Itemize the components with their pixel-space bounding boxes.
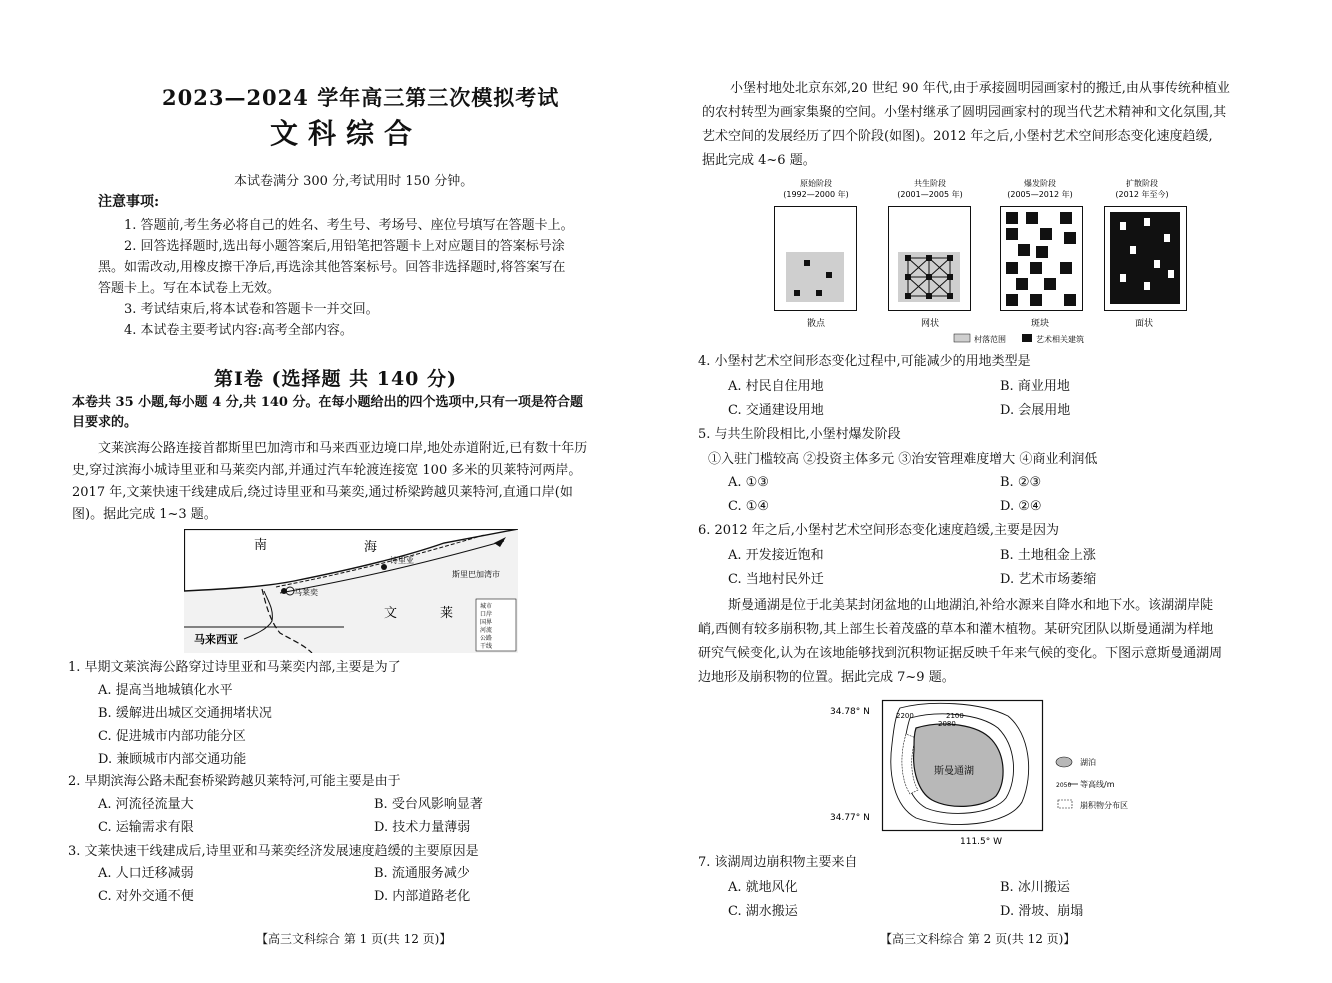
map-country-label: 文 — [384, 606, 398, 621]
question-6: 6. 2012 年之后,小堡村艺术空间形态变化速度趋缓,主要是因为 — [698, 523, 1060, 538]
q1-option-b: B. 缓解进出城区交通拥堵状况 — [98, 706, 272, 721]
q3-option-d: D. 内部道路老化 — [374, 889, 471, 904]
subject-title: 文科综合 — [270, 117, 423, 150]
page-footer: 【高三文科综合 第 1 页(共 12 页)】 — [256, 932, 452, 946]
stage-caption: 网状 — [920, 319, 940, 329]
stage-name: 爆发阶段 — [1024, 179, 1056, 188]
q2-option-a: A. 河流径流量大 — [98, 797, 194, 812]
passage-line: 史,穿过滨海小城诗里亚和马莱奕内部,并通过汽车轮渡连接宽 100 多米的贝莱特河两岸。 — [72, 463, 582, 478]
map-country-label: 莱 — [440, 606, 454, 621]
stage-years: (2012 年至今) — [1115, 190, 1169, 199]
stage-name: 扩散阶段 — [1126, 179, 1158, 188]
q6-option-d: D. 艺术市场萎缩 — [1000, 572, 1097, 587]
q5-statements: ①入驻门槛较高 ②投资主体多元 ③治安管理难度增大 ④商业利润低 — [708, 452, 1098, 467]
q4-option-b: B. 商业用地 — [1000, 379, 1070, 394]
map-sea-label: 南 — [254, 538, 268, 553]
map-legend-item: 干线 — [480, 643, 493, 650]
page-footer: 【高三文科综合 第 2 页(共 12 页)】 — [880, 932, 1076, 946]
q3-option-a: A. 人口迁移减弱 — [98, 866, 194, 881]
map-neighbor-label: 马来西亚 — [194, 633, 238, 646]
map-legend-item: 国界 — [480, 619, 493, 626]
q7-option-c: C. 湖水搬运 — [728, 904, 798, 919]
q3-option-c: C. 对外交通不便 — [98, 889, 194, 904]
stage-caption: 散点 — [806, 319, 826, 329]
q4-option-c: C. 交通建设用地 — [728, 403, 824, 418]
exam-title: 2023—2024 学年高三第三次模拟考试 — [162, 85, 560, 110]
q2-option-d: D. 技术力量薄弱 — [374, 820, 471, 835]
section-desc: 本卷共 35 小题,每小题 4 分,共 140 分。在每小题给出的四个选项中,只有一项是符合题 — [72, 395, 584, 410]
contour-label: 2200 — [896, 712, 914, 720]
passage-line: 据此完成 4~6 题。 — [702, 153, 816, 168]
map-city-label: 马莱奕 — [294, 588, 318, 597]
notice-line: 答题卡上。写在本试卷上无效。 — [98, 281, 281, 296]
stage-years: (1992—2000 年) — [783, 190, 849, 199]
question-1: 1. 早期文莱滨海公路穿过诗里亚和马莱奕内部,主要是为了 — [68, 660, 401, 675]
q5-option-a: A. ①③ — [728, 475, 769, 490]
map-city-label: 诗里亚 — [390, 556, 414, 565]
q7-option-b: B. 冰川搬运 — [1000, 880, 1070, 895]
section-desc: 目要求的。 — [72, 415, 138, 430]
q1-option-d: D. 兼顾城市内部交通功能 — [98, 752, 247, 767]
lat-bottom-label: 34.77° N — [830, 813, 870, 823]
q6-option-c: C. 当地村民外迁 — [728, 572, 824, 587]
lon-label: 111.5° W — [960, 837, 1003, 847]
q7-option-d: D. 滑坡、崩塌 — [1000, 904, 1084, 919]
passage-line: 2017 年,文莱快速干线建成后,绕过诗里亚和马莱奕,通过桥梁跨越贝莱特河,直通口岸(如 — [72, 485, 573, 500]
passage-line: 艺术空间的发展经历了四个阶段(如图)。2012 年之后,小堡村艺术空间形态变化速度趋缓, — [702, 129, 1213, 144]
q5-option-d: D. ②④ — [1000, 499, 1042, 514]
brunei-map — [184, 529, 518, 653]
notice-line: 3. 考试结束后,将本试卷和答题卡一并交回。 — [124, 302, 379, 317]
lake-label: 斯曼通湖 — [934, 766, 974, 777]
stage-legend-item: 村落范围 — [974, 335, 1006, 344]
exam-intro: 本试卷满分 300 分,考试用时 150 分钟。 — [234, 174, 474, 189]
q2-option-c: C. 运输需求有限 — [98, 820, 194, 835]
map-legend-sample: 2050 — [1056, 782, 1072, 789]
map-legend-item: 湖泊 — [1080, 758, 1096, 767]
lat-top-label: 34.78° N — [830, 707, 870, 717]
question-4: 4. 小堡村艺术空间形态变化过程中,可能减少的用地类型是 — [698, 354, 1031, 369]
passage-line: 斯曼通湖是位于北美某封闭盆地的山地湖泊,补给水源来自降水和地下水。该湖湖岸陡 — [728, 598, 1214, 613]
notice-line: 2. 回答选择题时,选出每小题答案后,用铅笔把答题卡上对应题目的答案标号涂 — [124, 239, 565, 254]
map-legend-item: 等高线/m — [1080, 780, 1115, 789]
map-legend-item: 河流 — [480, 627, 493, 634]
question-3: 3. 文莱快速干线建成后,诗里亚和马莱奕经济发展速度趋缓的主要原因是 — [68, 844, 479, 859]
stage-name: 原始阶段 — [800, 179, 832, 188]
contour-label: 2080 — [938, 720, 956, 728]
left-page — [62, 0, 652, 983]
stage-caption: 面状 — [1134, 319, 1154, 329]
q5-option-c: C. ①④ — [728, 499, 770, 514]
question-2: 2. 早期滨海公路未配套桥梁跨越贝莱特河,可能主要是由于 — [68, 774, 401, 789]
notice-line: 4. 本试卷主要考试内容:高考全部内容。 — [124, 323, 353, 338]
question-5: 5. 与共生阶段相比,小堡村爆发阶段 — [698, 427, 901, 442]
stage-years: (2001—2005 年) — [897, 190, 963, 199]
stage-years: (2005—2012 年) — [1007, 190, 1073, 199]
passage-line: 小堡村地处北京东郊,20 世纪 90 年代,由于承接圆明园画家村的搬迁,由从事传统种植业 — [730, 81, 1230, 96]
passage-line: 边地形及崩积物的位置。据此完成 7~9 题。 — [698, 670, 955, 685]
right-page — [694, 0, 1284, 983]
q5-option-b: B. ②③ — [1000, 475, 1042, 490]
q6-option-a: A. 开发接近饱和 — [728, 548, 824, 563]
stage-legend-item: 艺术相关建筑 — [1036, 335, 1084, 344]
map-legend-item: 崩积物分布区 — [1080, 801, 1128, 810]
map-legend-item: 公路 — [480, 635, 493, 642]
stage-name: 共生阶段 — [914, 179, 946, 188]
map-legend-item: 城市 — [480, 603, 493, 610]
q3-option-b: B. 流通服务减少 — [374, 866, 470, 881]
contour-label: 2100 — [946, 712, 964, 720]
q4-option-d: D. 会展用地 — [1000, 403, 1071, 418]
q6-option-b: B. 土地租金上涨 — [1000, 548, 1096, 563]
map-capital-label: 斯里巴加湾市 — [452, 570, 500, 579]
notice-line: 黑。如需改动,用橡皮擦干净后,再选涂其他答案标号。回答非选择题时,将答案写在 — [98, 260, 566, 275]
notice-line: 1. 答题前,考生务必将自己的姓名、考生号、考场号、座位号填写在答题卡上。 — [124, 218, 574, 233]
q1-option-a: A. 提高当地城镇化水平 — [98, 683, 233, 698]
q4-option-a: A. 村民自住用地 — [728, 379, 824, 394]
section-title: 第Ⅰ卷 (选择题 共 140 分) — [214, 368, 457, 390]
passage-line: 的农村转型为画家集聚的空间。小堡村继承了圆明园画家村的现当代艺术精神和文化氛围,其 — [702, 105, 1227, 120]
q2-option-b: B. 受台风影响显著 — [374, 797, 483, 812]
passage-line: 文莱滨海公路连接首都斯里巴加湾市和马来西亚边境口岸,地处赤道附近,已有数十年历 — [98, 441, 588, 456]
q7-option-a: A. 就地风化 — [728, 880, 798, 895]
lake-map — [830, 694, 1130, 850]
passage-line: 研究气候变化,认为在该地能够找到沉积物证据反映千年来气候的变化。下图示意斯曼通湖周 — [698, 646, 1223, 661]
q1-option-c: C. 促进城市内部功能分区 — [98, 729, 246, 744]
stage-diagram — [774, 174, 1194, 348]
map-sea-label: 海 — [364, 540, 378, 555]
passage-line: 峭,西侧有较多崩积物,其上部生长着茂盛的草本和灌木植物。某研究团队以斯曼通湖为样地 — [698, 622, 1214, 637]
stage-caption: 斑块 — [1030, 319, 1050, 329]
notice-heading: 注意事项: — [98, 194, 160, 210]
map-legend-item: 口岸 — [480, 611, 493, 618]
question-7: 7. 该湖周边崩积物主要来自 — [698, 855, 858, 870]
passage-line: 图)。据此完成 1~3 题。 — [72, 507, 217, 522]
